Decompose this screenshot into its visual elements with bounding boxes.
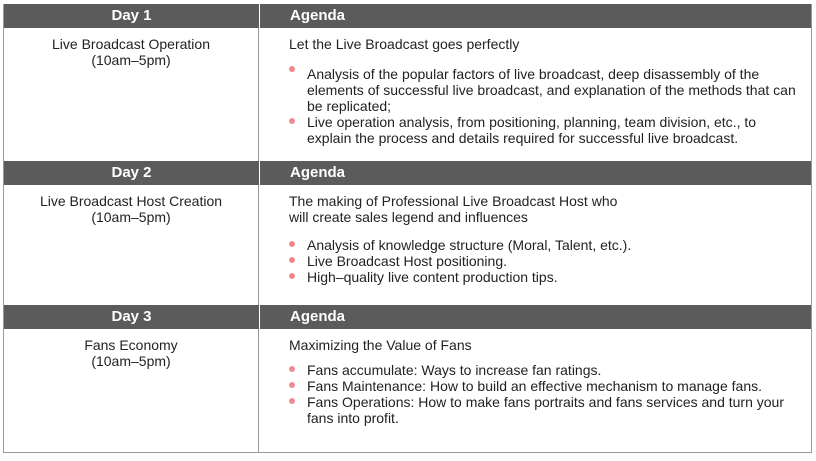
session-cell <box>4 329 259 452</box>
agenda-point-text: Fans Operations: How to make fans portraits and fans services and turn your fans into profit. <box>307 394 785 426</box>
session-time: (10am–5pm) <box>91 209 171 225</box>
agenda-point-text: Fans Maintenance: How to build an effective mechanism to manage fans. <box>307 378 762 394</box>
agenda-header: Agenda <box>290 164 346 181</box>
agenda-point <box>289 269 799 285</box>
agenda-point-text: Live operation analysis, from positioning, planning, team division, etc., to explain the process and details required for successful live broadcast. <box>307 114 757 146</box>
agenda-header: Agenda <box>290 308 346 325</box>
bullet-dot-icon <box>289 257 295 263</box>
agenda-point-text: High–quality live content production tips. <box>307 269 558 285</box>
session-title: Live Broadcast Host Creation <box>39 193 223 209</box>
day-label: Day 2 <box>4 161 260 185</box>
bullet-dot-icon <box>289 366 295 372</box>
agenda-points-list <box>289 237 799 285</box>
day-1-section <box>4 4 811 161</box>
day-2-section <box>4 161 811 305</box>
session-title: Live Broadcast Operation <box>52 36 210 52</box>
day-2-body-row <box>4 185 811 305</box>
day-1-body-row <box>4 28 811 161</box>
agenda-intro: Let the Live Broadcast goes perfectly <box>289 36 520 52</box>
session-title: Fans Economy <box>84 337 178 353</box>
agenda-point <box>289 114 799 146</box>
agenda-header: Agenda <box>290 7 346 24</box>
session-time: (10am–5pm) <box>91 52 171 68</box>
session-cell <box>4 185 259 305</box>
session-cell <box>4 28 259 161</box>
bullet-dot-icon <box>289 66 295 72</box>
agenda-point <box>289 253 799 269</box>
training-schedule-table <box>3 4 812 453</box>
agenda-point <box>289 378 799 394</box>
agenda-point-text: Fans accumulate: Ways to increase fan ratings. <box>307 362 602 378</box>
agenda-points-list <box>289 362 799 426</box>
day-label: Day 1 <box>4 4 260 28</box>
day-label: Day 3 <box>4 305 260 329</box>
agenda-point-text: Analysis of knowledge structure (Moral, Talent, etc.). <box>307 237 632 253</box>
day-2-header-row <box>4 161 811 185</box>
agenda-points-list <box>289 66 799 146</box>
agenda-cell <box>259 28 811 161</box>
agenda-intro: Maximizing the Value of Fans <box>289 337 472 353</box>
agenda-point <box>289 362 799 378</box>
agenda-point <box>289 394 799 426</box>
agenda-point-text: Analysis of the popular factors of live broadcast, deep disassembly of the elements of successful live broadcast, and explanation of the methods that can be replicated; <box>307 66 796 114</box>
bullet-dot-icon <box>289 382 295 388</box>
bullet-dot-icon <box>289 241 295 247</box>
session-time: (10am–5pm) <box>91 353 171 369</box>
agenda-point <box>289 66 799 114</box>
day-3-section <box>4 305 811 452</box>
day-3-body-row <box>4 329 811 452</box>
bullet-dot-icon <box>289 398 295 404</box>
agenda-intro-line-1: The making of Professional Live Broadcast Host who <box>289 193 618 209</box>
day-1-header-row <box>4 4 811 28</box>
bullet-dot-icon <box>289 118 295 124</box>
agenda-point-text: Live Broadcast Host positioning. <box>307 253 507 269</box>
agenda-cell <box>259 185 811 305</box>
agenda-cell <box>259 329 811 452</box>
agenda-intro-line-2: will create sales legend and influences <box>289 209 528 225</box>
bullet-dot-icon <box>289 273 295 279</box>
day-3-header-row <box>4 305 811 329</box>
agenda-point <box>289 237 799 253</box>
